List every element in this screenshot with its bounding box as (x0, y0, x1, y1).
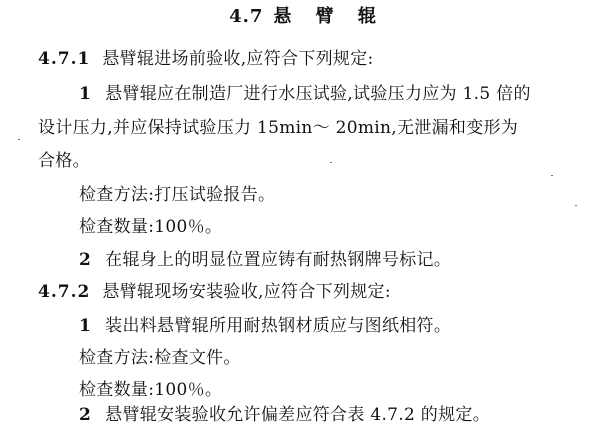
clause-text: 悬臂辊现场安装验收,应符合下列规定: (102, 282, 391, 302)
continuation-line (38, 117, 518, 139)
item-text: 悬臂辊安装验收允许偏差应符合表 4.7.2 的规定。 (105, 405, 491, 425)
scan-speck (551, 175, 553, 176)
scan-speck (330, 162, 332, 163)
paragraph-text: 合格。 (38, 151, 90, 171)
clause-4-7-2 (38, 281, 391, 303)
item-text: 装出料悬臂辊所用耐热钢材质应与图纸相符。 (105, 316, 452, 336)
continuation-line (38, 150, 90, 172)
clause-4-7-1 (38, 48, 374, 70)
check-quantity-text: 检查数量:100％。 (79, 380, 223, 400)
paragraph-text: 设计压力,并应保持试验压力 15min～ 20min,无泄漏和变形为 (38, 118, 519, 138)
item-number: 1 (79, 84, 92, 104)
check-method-line (79, 184, 275, 206)
check-method-text: 检查方法:打压试验报告。 (79, 185, 276, 205)
item-1-line (79, 83, 531, 105)
check-method-text: 检查方法:检查文件。 (79, 348, 241, 368)
item-text: 悬臂辊应在制造厂进行水压试验,试验压力应为 1.5 倍的 (105, 84, 531, 104)
item-text: 在辊身上的明显位置应铸有耐热钢牌号标记。 (105, 250, 452, 270)
item-number: 1 (79, 316, 92, 336)
check-quantity-line (79, 216, 222, 238)
item-number: 2 (79, 250, 92, 270)
scan-speck (18, 139, 20, 140)
check-quantity-text: 检查数量:100％。 (79, 217, 223, 237)
scan-speck (575, 205, 577, 206)
clause-text: 悬臂辊进场前验收,应符合下列规定: (102, 49, 374, 69)
item-2-line (79, 249, 451, 271)
section-heading (0, 6, 614, 28)
item-number: 2 (79, 405, 92, 425)
check-quantity-line (79, 379, 222, 401)
section-title: 悬 臂 辊 (273, 6, 385, 27)
check-method-line (79, 347, 241, 369)
item-1-line (79, 315, 451, 337)
section-number: 4.7 (229, 6, 264, 27)
clause-number: 4.7.2 (38, 282, 91, 302)
clause-number: 4.7.1 (38, 49, 91, 69)
item-2-line (79, 404, 490, 426)
